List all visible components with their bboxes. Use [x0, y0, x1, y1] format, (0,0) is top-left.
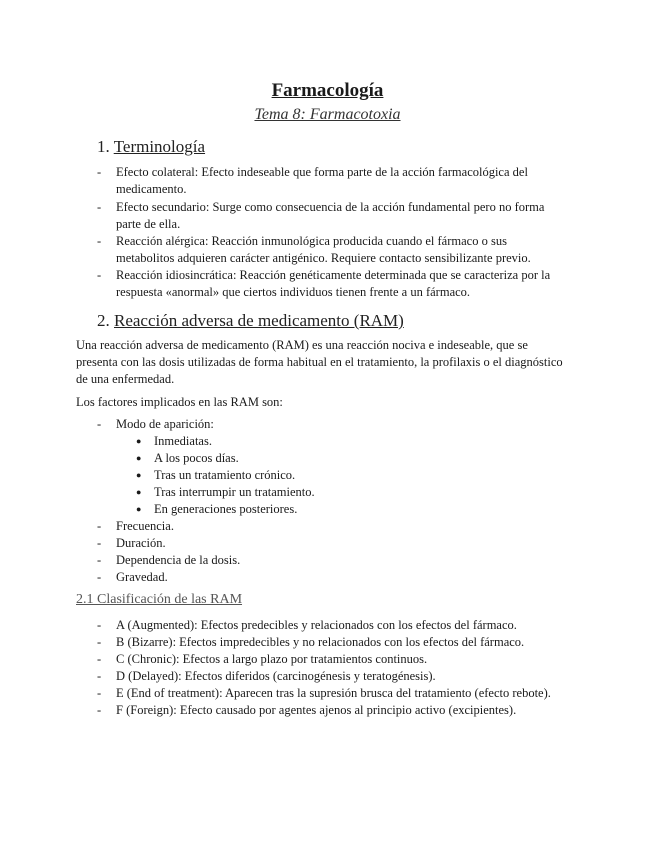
list-dash: -: [97, 165, 102, 179]
section-1-heading: 1. Terminología: [97, 137, 206, 156]
sublist-item: En generaciones posteriores.: [154, 502, 298, 516]
list-dash: -: [97, 268, 102, 282]
list-item-line: respuesta «anormal» que ciertos individuos tienen frente a un fármaco.: [116, 285, 471, 299]
factors-intro: Los factores implicados en las RAM son:: [76, 395, 283, 409]
list-item: A (Augmented): Efectos predecibles y relacionados con los efectos del fármaco.: [116, 618, 517, 632]
list-item: Modo de aparición:: [116, 417, 214, 431]
list-item-line: Efecto colateral: Efecto indeseable que forma parte de la acción farmacológica del: [116, 165, 528, 179]
list-dash: -: [97, 536, 102, 550]
list-dash: -: [97, 200, 102, 214]
list-dash: -: [97, 570, 102, 584]
list-dash: -: [97, 553, 102, 567]
list-item: C (Chronic): Efectos a largo plazo por tratamientos continuos.: [116, 652, 428, 666]
section-2-1-heading: 2.1 Clasificación de las RAM: [76, 592, 243, 607]
sublist-item: Tras interrumpir un tratamiento.: [154, 485, 315, 499]
list-dash: -: [97, 703, 102, 717]
bullet: ●: [136, 436, 142, 446]
bullet: ●: [136, 504, 142, 514]
list-item: E (End of treatment): Aparecen tras la supresión brusca del tratamiento (efecto rebote).: [116, 686, 551, 700]
list-item: F (Foreign): Efecto causado por agentes ajenos al principio activo (excipientes).: [116, 703, 517, 717]
list-dash: -: [97, 635, 102, 649]
sublist-item: Tras un tratamiento crónico.: [154, 468, 296, 482]
list-dash: -: [97, 519, 102, 533]
list-item-line: metabolitos adquieren carácter antigénico. Requiere contacto sensibilizante previo.: [116, 251, 531, 265]
list-item: Dependencia de la dosis.: [116, 553, 241, 567]
list-item-line: Efecto secundario: Surge como consecuencia de la acción fundamental pero no forma: [116, 200, 545, 214]
list-item: D (Delayed): Efectos diferidos (carcinogénesis y teratogénesis).: [116, 669, 436, 683]
list-dash: -: [97, 669, 102, 683]
list-item-line: Reacción alérgica: Reacción inmunológica producida cuando el fármaco o sus: [116, 234, 507, 248]
bullet: ●: [136, 487, 142, 497]
list-dash: -: [97, 618, 102, 632]
paragraph-line: de una enfermedad.: [76, 372, 175, 386]
list-item: Frecuencia.: [116, 519, 174, 533]
list-dash: -: [97, 686, 102, 700]
sublist-item: Inmediatas.: [154, 434, 212, 448]
list-dash: -: [97, 417, 102, 431]
bullet: ●: [136, 453, 142, 463]
list-dash: -: [97, 652, 102, 666]
document-subtitle: Tema 8: Farmacotoxia: [254, 106, 401, 123]
list-item-line: parte de ella.: [116, 217, 181, 231]
list-item-line: Reacción idiosincrática: Reacción genéticamente determinada que se caracteriza por la: [116, 268, 551, 282]
list-item: B (Bizarre): Efectos impredecibles y no relacionados con los efectos del fármaco.: [116, 635, 525, 649]
paragraph-line: presenta con las dosis utilizadas de forma habitual en el tratamiento, la profilaxis o el diagnóstico: [76, 355, 563, 369]
document-title: Farmacología: [271, 80, 384, 101]
list-dash: -: [97, 234, 102, 248]
list-item-line: medicamento.: [116, 182, 187, 196]
sublist-item: A los pocos días.: [154, 451, 239, 465]
list-item: Gravedad.: [116, 570, 168, 584]
paragraph-line: Una reacción adversa de medicamento (RAM) es una reacción nociva e indeseable, que se: [76, 338, 528, 352]
section-2-heading: 2. Reacción adversa de medicamento (RAM): [97, 311, 404, 330]
bullet: ●: [136, 470, 142, 480]
list-item: Duración.: [116, 536, 166, 550]
